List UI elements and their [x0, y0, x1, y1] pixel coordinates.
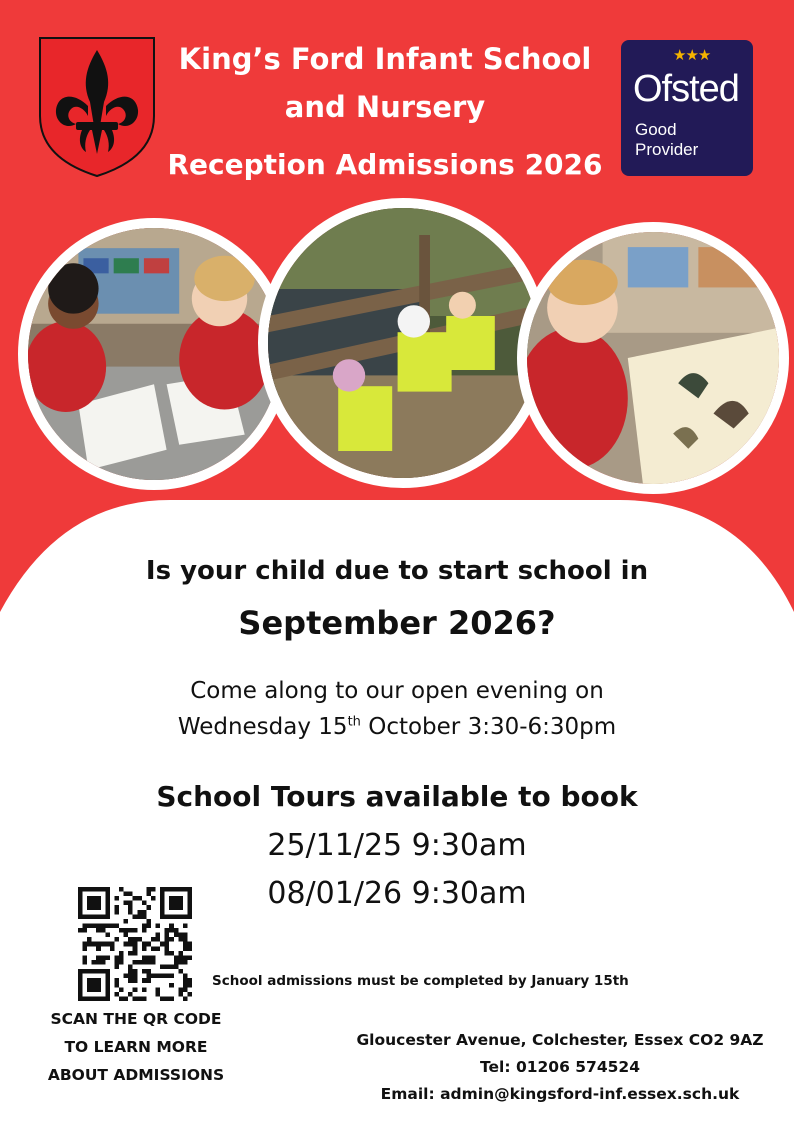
school-name-line-2: and Nursery — [284, 90, 486, 124]
school-telephone[interactable]: Tel: 01206 574524 — [480, 1058, 640, 1076]
qr-caption-line-1: SCAN THE QR CODE — [50, 1010, 222, 1028]
open-evening-time: October 3:30-6:30pm — [360, 714, 617, 740]
school-email[interactable]: Email: admin@kingsford-inf.essex.sch.uk — [380, 1085, 740, 1103]
tour-date-2: 08/01/26 9:30am — [267, 876, 527, 911]
ofsted-name: Ofsted — [633, 68, 739, 110]
tour-date-1: 25/11/25 9:30am — [267, 828, 527, 863]
school-crest-logo — [38, 36, 156, 178]
admissions-deadline: School admissions must be completed by January 15th — [212, 973, 629, 989]
open-evening-ordinal: th — [347, 714, 361, 730]
classroom-writing-photo — [18, 218, 290, 490]
open-evening-day: Wednesday 15 — [177, 714, 348, 740]
school-address: Gloucester Avenue, Colchester, Essex CO2 9AZ — [356, 1031, 764, 1049]
dinosaur-play-photo — [517, 222, 789, 494]
qr-caption-line-3: ABOUT ADMISSIONS — [47, 1066, 225, 1084]
admissions-qr-code[interactable] — [78, 887, 192, 1001]
tours-title: School Tours available to book — [156, 780, 638, 813]
ofsted-grade-suffix: Provider — [635, 140, 699, 159]
school-name-line-1: King’s Ford Infant School — [178, 42, 592, 76]
admissions-title: Reception Admissions 2026 — [167, 148, 603, 181]
ofsted-grade: Good — [635, 120, 677, 139]
open-evening-date — [0, 714, 794, 740]
question-line-1: Is your child due to start school in — [145, 556, 649, 586]
outdoor-pond-photo — [258, 198, 548, 488]
ofsted-stars-icon: ★★★ — [673, 46, 711, 64]
qr-caption-line-2: TO LEARN MORE — [64, 1038, 208, 1056]
question-line-2: September 2026? — [238, 604, 556, 642]
open-evening-line-1: Come along to our open evening on — [190, 678, 604, 704]
ofsted-badge — [621, 40, 753, 176]
